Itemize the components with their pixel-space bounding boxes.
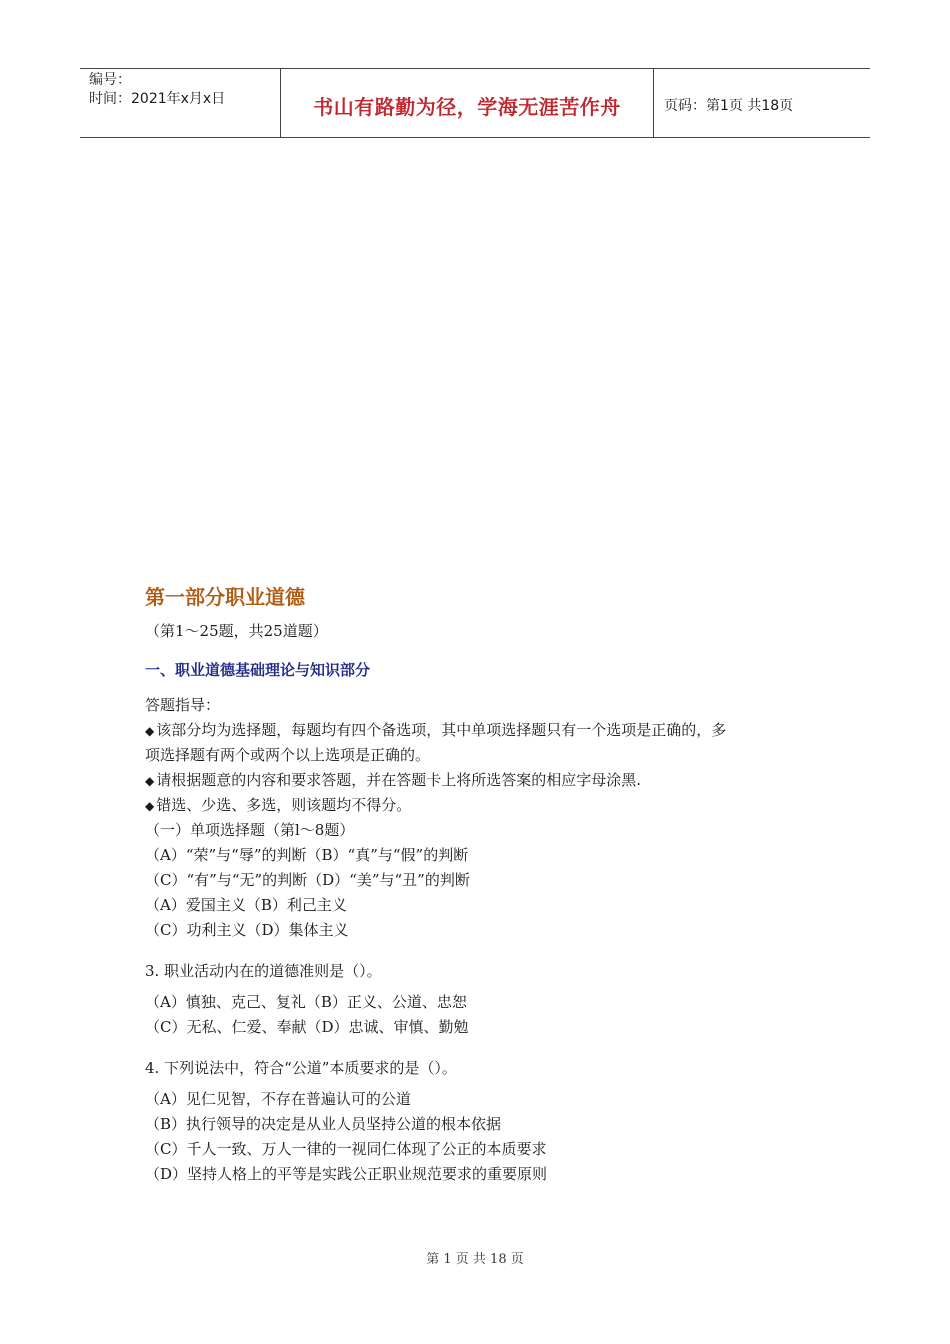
option-line: （C）千人一致、万人一律的一视同仁体现了公正的本质要求	[145, 1140, 547, 1158]
section-title: 一、职业道德基础理论与知识部分	[145, 661, 371, 679]
single-choice-heading: （一）单项选择题（第l～8题）	[145, 821, 355, 839]
instruction-item	[145, 793, 825, 818]
option-line: （C）功利主义（D）集体主义	[145, 921, 349, 939]
diamond-bullet-icon: ◆	[145, 724, 155, 738]
time-label: 时间：2021年x月x日	[89, 91, 226, 107]
option-line: （A）见仁见智，不存在普遍认可的公道	[145, 1090, 411, 1108]
instruction-text: 请根据题意的内容和要求答题，并在答题卡上将所选答案的相应字母涂黑.	[156, 771, 642, 789]
option-line: （A）爱国主义（B）利己主义	[145, 896, 347, 914]
part-subtitle: （第1～25题，共25道题）	[145, 622, 328, 640]
question-stem: 4. 下列说法中，符合“公道”本质要求的是（）。	[145, 1059, 457, 1077]
document-body	[145, 583, 825, 1187]
diamond-bullet-icon: ◆	[145, 774, 155, 788]
header-motto-cell	[281, 69, 654, 137]
instruction-text: 该部分均为选择题，每题均有四个备选项，其中单项选择题只有一个选项是正确的，多	[156, 721, 727, 739]
part-title: 第一部分职业道德	[145, 585, 305, 609]
instructions-heading: 答题指导：	[145, 696, 221, 714]
number-label: 编号：	[89, 72, 131, 88]
option-line: （D）坚持人格上的平等是实践公正职业规范要求的重要原则	[145, 1165, 548, 1183]
option-line: （C）无私、仁爱、奉献（D）忠诚、审慎、勤勉	[145, 1018, 469, 1036]
question-stem: 3. 职业活动内在的道德准则是（）。	[145, 962, 382, 980]
header-motto: 书山有路勤为径，学海无涯苦作舟	[313, 94, 621, 119]
page-footer: 第 1 页 共 18 页	[426, 1252, 524, 1267]
header-page-info: 页码：第1页 共18页	[664, 98, 794, 114]
option-line: （B）执行领导的决定是从业人员坚持公道的根本依据	[145, 1115, 502, 1133]
instruction-item	[145, 718, 825, 743]
instruction-text: 项选择题有两个或两个以上选项是正确的。	[145, 746, 431, 764]
diamond-bullet-icon: ◆	[145, 799, 155, 813]
instruction-item	[145, 768, 825, 793]
instruction-text: 错选、少选、多选，则该题均不得分。	[156, 796, 412, 814]
option-line: （A）“荣”与“辱”的判断（B）“真”与“假”的判断	[145, 846, 469, 864]
header-meta	[80, 69, 281, 137]
option-line: （A）慎独、克己、复礼（B）正义、公道、忠恕	[145, 993, 467, 1011]
document-header	[80, 68, 870, 138]
option-line: （C）“有”与“无”的判断（D）“美”与“丑”的判断	[145, 871, 470, 889]
